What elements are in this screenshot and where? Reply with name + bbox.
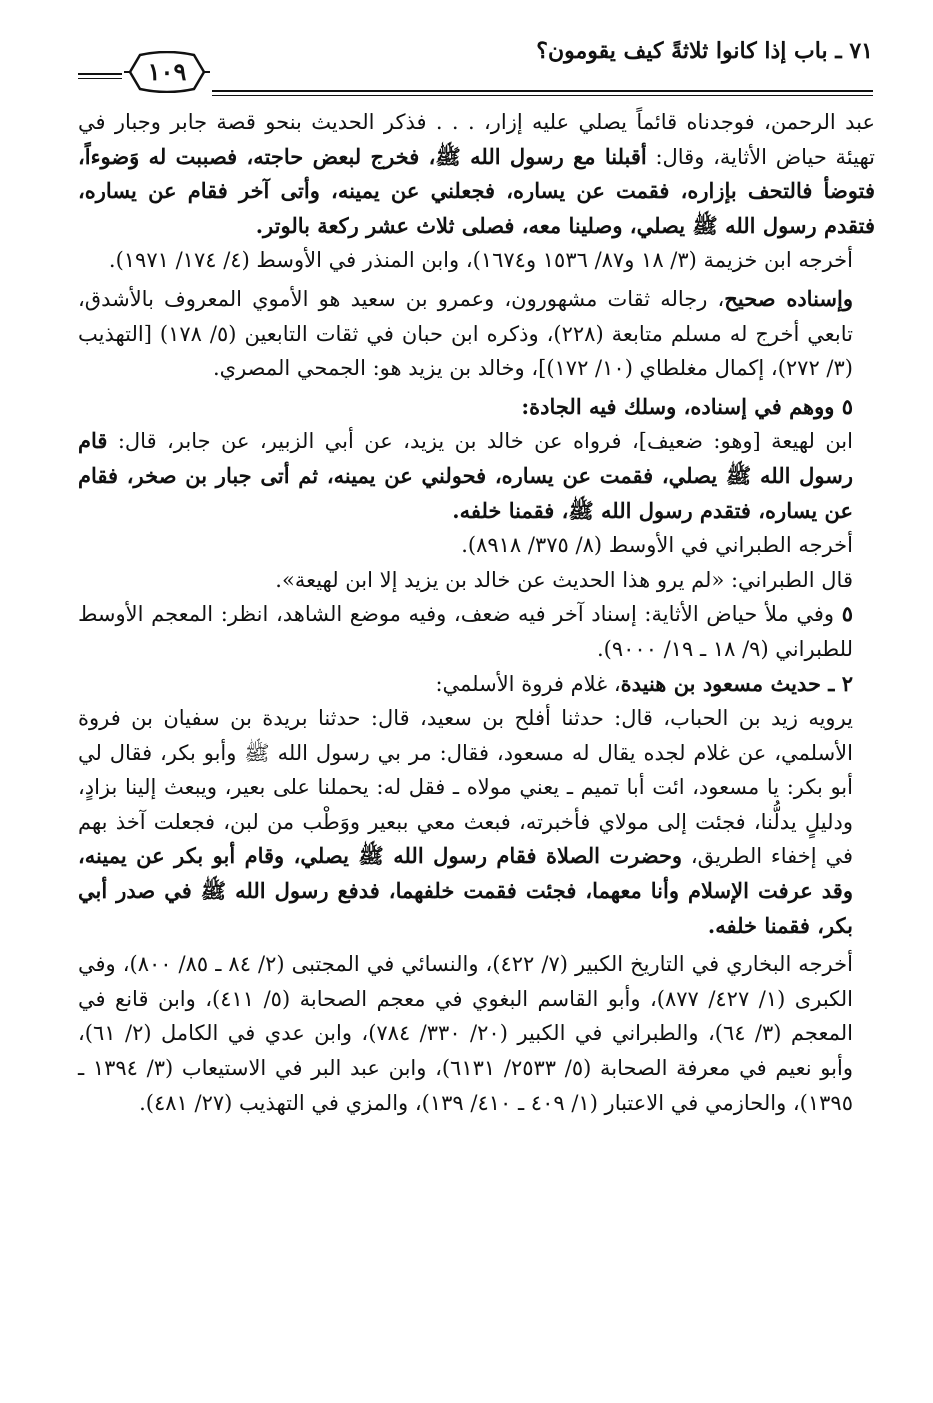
header-rule-left-thin (78, 78, 122, 79)
paragraph-isnad-sahih (78, 282, 875, 386)
hadith-text: وحضرت الصلاة فقام رسول الله ﷺ يصلي، وقام أبو بكر عن يمينه، وقد عرفت الإسلام وأنا معهما، فجئت فقمت خلفهما، فدفع رسول الله ﷺ في صدر أبي بكر، فقمنا خلفه. (78, 843, 853, 938)
hadith-text: قام رسول الله ﷺ يصلي، فقمت عن يساره، فحولني عن يمينه، ثم أتى جبار بن صخر، فقام عن يساره، فتقدم رسول الله ﷺ، فقمنا خلفه. (78, 428, 853, 523)
paragraph-takhrij-ibn-khuzaymah: أخرجه ابن خزيمة (٣/ ١٨ و٨٧/ ١٥٣٦ و١٦٧٤)، وابن المنذر في الأوسط (٤/ ١٧٤/ ١٩٧١). (108, 248, 853, 273)
paragraph-wahm-heading (78, 390, 875, 425)
narration-intro: عبد الرحمن، فوجدناه قائماً يصلي عليه إزار، . . . فذكر الحديث بنحو قصة جابر وجبار في تهيئة حياض الأثاية، وقال: (78, 110, 875, 169)
hadith-text: أقبلنا مع رسول الله ﷺ، فخرج لبعض حاجته، فصببت له وَضوءاً، فتوضأ فالتحف بإزاره، فقمت عن يساره، فجعلني عن يمينه، وأتى آخر فقام عن يساره، فتقدم رسول الله ﷺ يصلي، وصلينا معه، فصلى ثلاث عشر ركعة بالوتر. (78, 143, 875, 238)
paragraph-takhrij-bukhari: أخرجه البخاري في التاريخ الكبير (٧/ ٤٢٢)، والنسائي في المجتبى (٢/ ٨٤ ـ ٨٥/ ٨٠٠)، وفي الكبرى (١/ ٤٢٧/ ٨٧٧)، وأبو القاسم البغوي في معجم الصحابة (٥/ ٤١١)، وابن قانع في المعجم (٣/ ٦٤)، والطبراني في الكبير (٢٠/ ٣٣٠/ ٧٨٤)، وابن عدي في الكامل (٢/ ٦١)، وأبو نعيم في معرفة الصحابة (٥/ ٢٥٣٣/ ٦١٣١)، وابن عبد البر في الاستيعاب (٣/ ١٣٩٤ ـ ١٣٩٥)، والحازمي في الاعتبار (١/ ٤٠٩ ـ ٤١٠/ ١٣٩)، والمزي في التهذيب (٢٧/ ٤٨١). (78, 952, 853, 1115)
page-number-badge (122, 51, 212, 93)
paragraph-masud-hadith (78, 701, 875, 943)
wahm-heading-text: ووهم في إسناده، وسلك فيه الجادة: (521, 393, 835, 419)
paragraph-takhrij-tabarani: أخرجه الطبراني في الأوسط (٨/ ٣٧٥/ ٨٩١٨). (461, 533, 853, 558)
page-header (78, 28, 873, 90)
header-rule-left (78, 73, 122, 75)
hiyad-text: وفي ملأ حياض الأثاية: إسناد آخر فيه ضعف، وفيه موضع الشاهد، انظر: المعجم الأوسط للطبراني (٩/ ١٨ ـ ١٩/ ٩٠٠٠). (78, 602, 853, 661)
paragraph-hadith-jabbar (78, 105, 875, 243)
header-rule-right-thin (212, 95, 873, 96)
paragraph-ibn-lahiah (78, 424, 875, 528)
masud-heading-text: ، غلام فروة الأسلمي: (435, 671, 621, 696)
bullet-icon: ٥ (841, 393, 853, 419)
masud-heading-label: ٢ ـ حديث مسعود بن هنيدة (620, 670, 853, 696)
paragraph-masud-heading (78, 667, 875, 702)
isnad-label: وإسناده صحيح (724, 285, 853, 311)
narration-intro: ابن لهيعة [وهو: ضعيف]، فرواه عن خالد بن يزيد، عن أبي الزبير، عن جابر، قال: (107, 429, 853, 454)
bullet-icon: ٥ (841, 601, 853, 627)
narration-intro: يرويه زيد بن الحباب، قال: حدثنا أفلح بن سعيد، قال: حدثنا بريدة بن سفيان بن فروة الأسلمي، عن غلام لجده يقال له مسعود، فقال: مر بي رسول الله ﷺ وأبو بكر، فقال لي أبو بكر: يا مسعود، ائت أبا تميم ـ يعني مولاه ـ فقل له: يحملنا على بعير، ويبعث إلينا بزادٍ، ودليلٍ يدلُّنا، فجئت إلى مولاي فأخبرته، فبعث معي ببعير ووَطْب من لبن، فجعلت آخذ بهم في إخفاء الطريق، (78, 706, 853, 869)
paragraph-hiyad-athayah (78, 597, 875, 666)
header-rule-right (212, 90, 873, 92)
paragraph-tabarani-quote: قال الطبراني: «لم يرو هذا الحديث عن خالد بن يزيد إلا ابن لهيعة». (275, 567, 853, 592)
page-body (78, 105, 875, 1120)
chapter-title: ٧١ ـ باب إذا كانوا ثلاثةً كيف يقومون؟ (536, 38, 873, 64)
page-number: ١٠٩ (147, 57, 187, 86)
isnad-text: ، رجاله ثقات مشهورون، وعمرو بن سعيد هو الأموي المعروف بالأشدق، تابعي أخرج له مسلم متابعة (٢٢٨)، وذكره ابن حبان في ثقات التابعين (٥/ ١٧٨) [التهذيب (٣/ ٢٧٢)، إكمال مغلطاي (١٠/ ١٧٢)]، وخالد بن يزيد هو: الجمحي المصري. (78, 286, 853, 381)
